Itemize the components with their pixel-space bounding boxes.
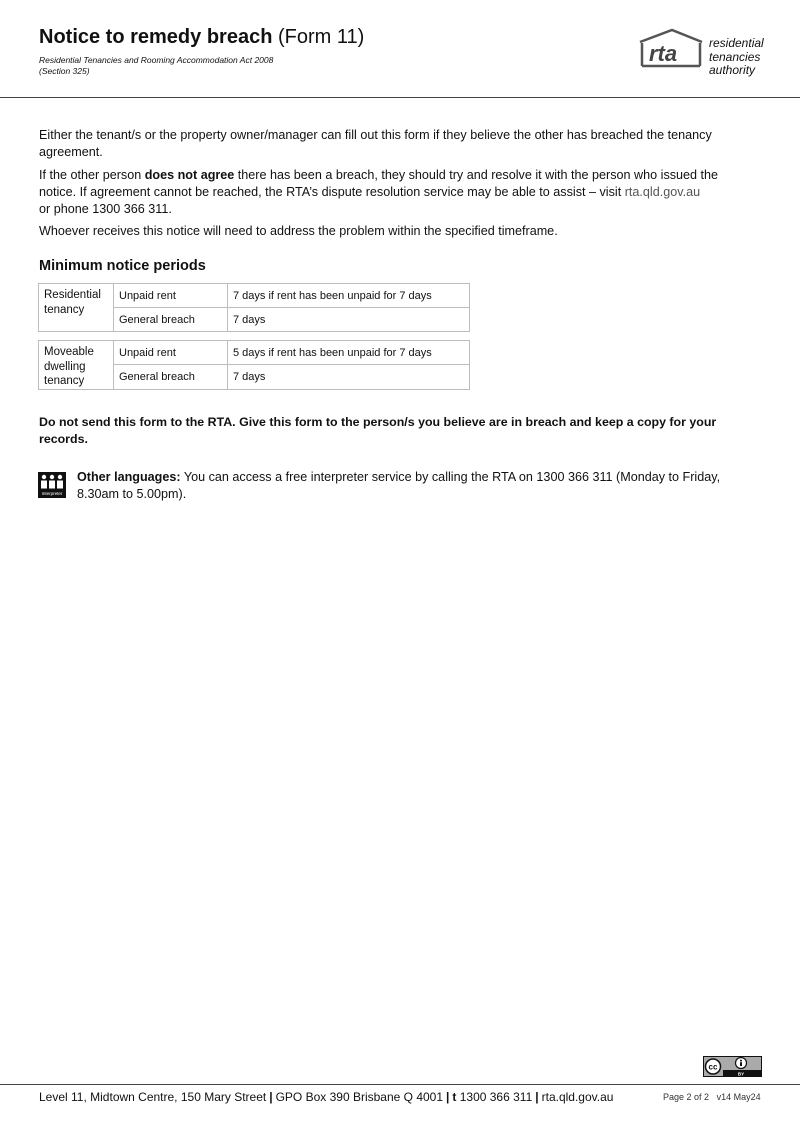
footer-separator: | [535, 1090, 539, 1104]
breach-type: Unpaid rent [114, 341, 228, 365]
svg-text:BY: BY [737, 1071, 745, 1077]
cc-by-icon [703, 1056, 762, 1077]
legislation-reference [39, 55, 273, 77]
dispute-text-start: If the other person [39, 168, 145, 182]
footer-address: Level 11, Midtown Centre, 150 Mary Street [39, 1090, 267, 1104]
form-title: Notice to remedy breach [39, 26, 273, 48]
footer-website-link[interactable]: rta.qld.gov.au [541, 1090, 614, 1104]
page-title [39, 26, 364, 49]
notice-period: 5 days if rent has been unpaid for 7 days [228, 341, 470, 365]
logo-word: residential [709, 36, 764, 50]
intro-paragraph: Either the tenant/s or the property owner/manager can fill out this form if they believe the other has breached the tenancy agreement. [39, 128, 712, 159]
dispute-emphasis: does not agree [144, 168, 235, 182]
residential-notice-table [38, 283, 470, 332]
footer-phone: 1300 366 311 [456, 1090, 533, 1104]
form-number: (Form 11) [277, 26, 365, 48]
minimum-notice-heading: Minimum notice periods [39, 258, 206, 274]
footer-divider [0, 1084, 800, 1085]
footer-po-box: GPO Box 390 Brisbane Q 4001 [275, 1090, 444, 1104]
rta-website-link[interactable]: rta.qld.gov.au [624, 185, 701, 199]
logo-mark: rta [649, 41, 678, 66]
logo-wordmark [709, 37, 764, 78]
interpreter-caption: Interpreter [41, 491, 63, 496]
footer-separator: | [269, 1090, 273, 1104]
dispute-paragraph [39, 167, 751, 218]
dispute-text-end: or phone 1300 366 311. [39, 202, 172, 216]
form-version: v14 May24 [716, 1092, 761, 1102]
timeframe-paragraph: Whoever receives this notice will need to address the problem within the specified timeframe. [39, 224, 558, 238]
notice-period: 7 days [228, 365, 470, 389]
breach-type: Unpaid rent [114, 284, 228, 308]
moveable-dwelling-notice-table [38, 340, 470, 390]
footer-contact [39, 1090, 613, 1104]
tenancy-category: Residential tenancy [39, 284, 114, 332]
do-not-send-warning: Do not send this form to the RTA. Give this form to the person/s you believe are in breach and keep a copy for your records. [39, 415, 717, 446]
dispute-text-middle: there has been a breach, they should try and resolve it with the person who issued the notice. If agreement cannot be reached, the RTA’s dispute resolution service may be able to assist – visit [39, 168, 719, 199]
header-divider [0, 97, 800, 98]
logo-word: authority [709, 63, 756, 77]
footer-phone-prefix: t [452, 1090, 457, 1104]
table-row [39, 341, 470, 365]
tenancy-category: Moveable dwelling tenancy [39, 341, 114, 390]
interpreter-icon [38, 472, 66, 498]
breach-type: General breach [114, 308, 228, 332]
breach-type: General breach [114, 365, 228, 389]
table-row [39, 284, 470, 308]
logo-word: tenancies [709, 49, 761, 64]
page-number: Page 2 of 2 [663, 1092, 710, 1102]
notice-period: 7 days if rent has been unpaid for 7 days [228, 284, 470, 308]
languages-label: Other languages: [77, 470, 181, 484]
act-line: Residential Tenancies and Rooming Accommodation Act 2008 [39, 55, 274, 65]
footer-separator: | [446, 1090, 450, 1104]
section-line: (Section 325) [39, 66, 90, 76]
svg-text:cc: cc [708, 1062, 718, 1072]
languages-notice [77, 469, 737, 503]
languages-text: You can access a free interpreter service by calling the RTA on 1300 366 311 (Monday to Friday, 8.30am to 5.00pm). [77, 470, 721, 501]
notice-period: 7 days [228, 308, 470, 332]
page-info [663, 1092, 761, 1102]
